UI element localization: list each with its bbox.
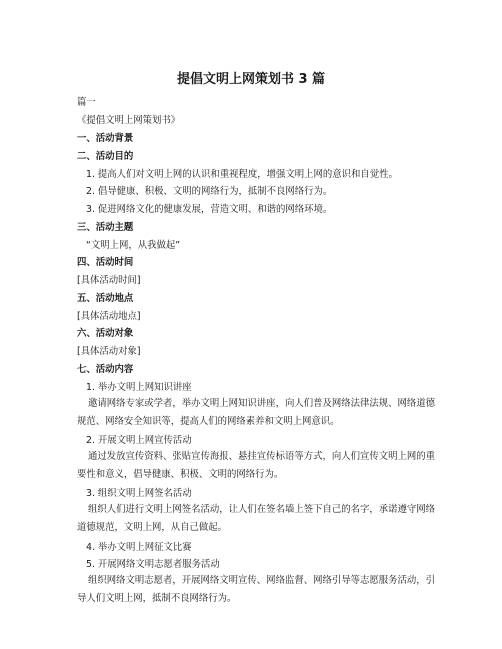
content-item-text: 组织网络文明志愿者，开展网络文明宣传、网络监督、网络引导等志愿服务活动，引导人们文明上网，抵制不良网络行为。 (77, 575, 435, 604)
location-text: [具体活动地点] (77, 311, 141, 322)
section-heading-background: 一、活动背景 (77, 133, 134, 144)
document-title: 提倡文明上网策划书 3 篇 (176, 72, 326, 87)
content-item-heading: 2. 开展文明上网宣传活动 (86, 435, 192, 446)
content-item-heading: 1. 举办文明上网知识讲座 (86, 382, 192, 393)
content-item-heading: 5. 开展网络文明志愿者服务活动 (86, 559, 220, 570)
document-subtitle: 《提倡文明上网策划书》 (77, 115, 181, 126)
purpose-item: 3. 促进网络文化的健康发展，营造文明、和谐的网络环境。 (86, 204, 333, 215)
purpose-item: 2. 倡导健康、积极、文明的网络行为，抵制不良网络行为。 (86, 186, 333, 197)
content-item-text: 邀请网络专家或学者，举办文明上网知识讲座，向人们普及网络法律法规、网络道德规范、网络安全知识等，提高人们的网络素养和文明上网意识。 (77, 398, 435, 427)
content-item-heading: 3. 组织文明上网签名活动 (86, 488, 192, 499)
section-heading-location: 五、活动地点 (77, 293, 134, 304)
content-item-text: 组织人们进行文明上网签名活动，让人们在签名墙上签下自己的名字，承诺遵守网络道德规范，文明上网，从自己做起。 (77, 504, 435, 533)
theme-text: “文明上网，从我做起” (86, 240, 181, 251)
part-label: 篇一 (77, 97, 96, 108)
section-heading-audience: 六、活动对象 (77, 328, 134, 339)
content-item-text: 通过发放宣传资料、张贴宣传海报、悬挂宣传标语等方式，向人们宣传文明上网的重要性和意义，倡导健康、积极、文明的网络行为。 (77, 451, 435, 480)
section-heading-time: 四、活动时间 (77, 257, 134, 268)
section-heading-purpose: 二、活动目的 (77, 151, 134, 162)
section-heading-theme: 三、活动主题 (77, 222, 134, 233)
content-item-heading: 4. 举办文明上网征文比赛 (86, 542, 192, 553)
time-text: [具体活动时间] (77, 275, 141, 286)
purpose-item: 1. 提高人们对文明上网的认识和重视程度，增强文明上网的意识和自觉性。 (86, 169, 398, 180)
section-heading-content: 七、活动内容 (77, 364, 134, 375)
audience-text: [具体活动对象] (77, 346, 141, 357)
